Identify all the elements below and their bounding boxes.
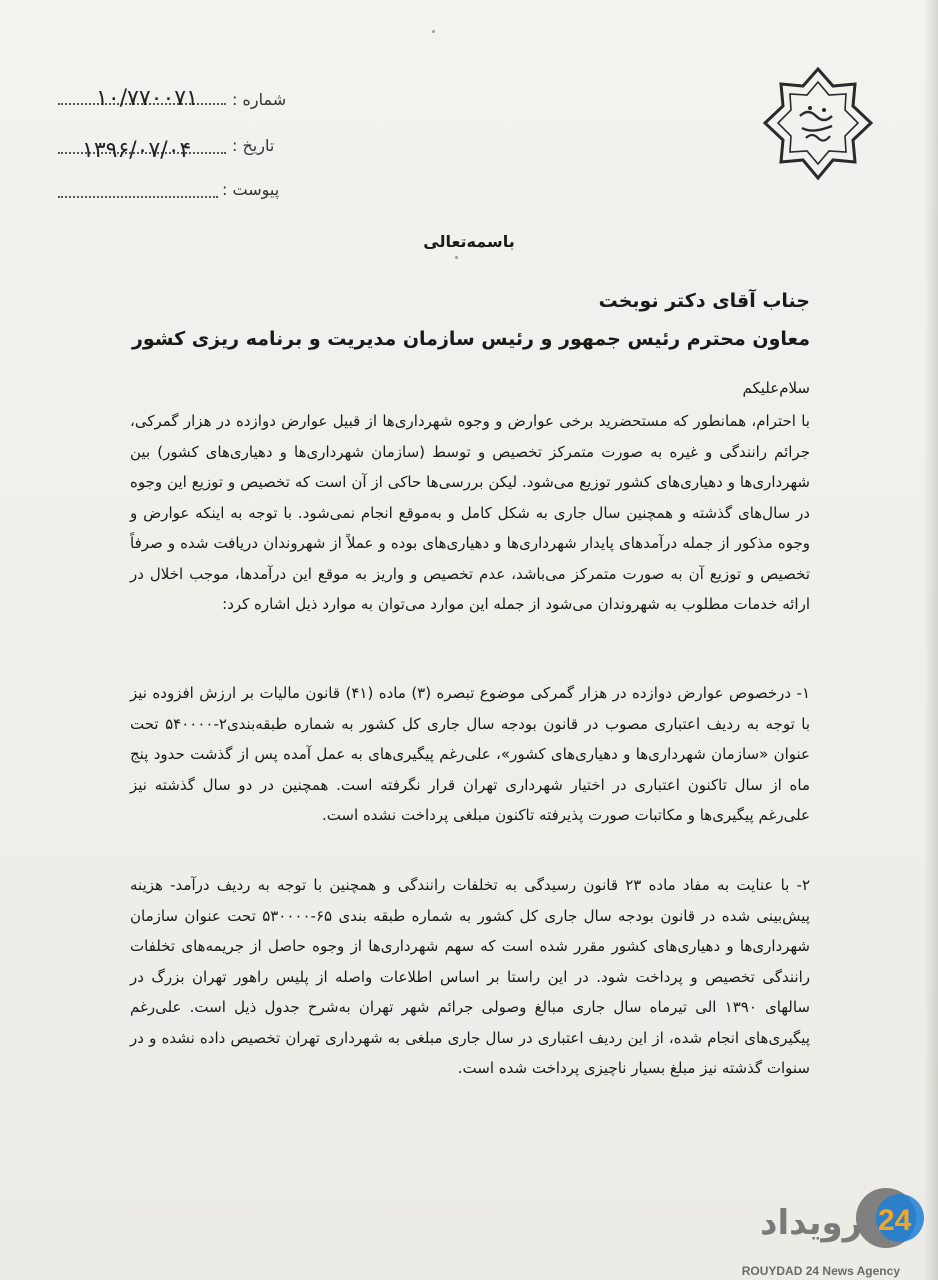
addressee-title: معاون محترم رئیس جمهور و رئیس سازمان مدیریت و برنامه ریزی کشور — [131, 328, 810, 350]
paragraph-text: ۱- درخصوص عوارض دوازده در هزار گمرکی موضوع تبصره (۳) ماده (۴۱) قانون مالیات بر ارزش افزوده نیز با توجه به ردیف اعتباری مصوب در قانون بودجه سال جاری کل کشور به شماره طبقه‌بندی۲-۵۴۰۰۰۰ تحت عنوان «سازمان شهرداری‌ها و دهیاری‌های کشور»، علی‌رغم پیگیری‌های به عمل آمده پس از گذشت حدود پنج ماه از سال تاکنون اعتباری در اختیار شهرداری تهران قرار نگرفته است. همچنین در دو سال گذشته نیز علی‌رغم پیگیری‌ها و مکاتبات صورت پذیرفته تاکنون مبلغی پرداخت نشده است. — [130, 684, 810, 824]
attachment-dotted-line — [58, 196, 218, 198]
date-label: تاریخ : — [232, 136, 275, 155]
svg-text:رویداد: رویداد — [760, 1203, 863, 1243]
paragraph-text: با احترام، همانطور که مستحضرید برخی عوارض و وجوه شهرداری‌ها از قبیل عوارض دوازده در هزار گمرکی، جرائم رانندگی و غیره به صورت متمرکز تخصیص و توسط (سازمان شهرداری‌ها و دهیاری‌های کشور) بین شهرداری‌ها و دهیاری‌های کشور توزیع می‌شود. لیکن بررسی‌ها حاکی از آن است که تخصیص و توزیع این وجوه در سال‌های گذشته و همچنین سال جاری به شکل کامل و به‌موقع انجام نمی‌شود. با توجه به اینکه عوارض و وجوه مذکور از جمله درآمدهای پایدار شهرداری‌ها و دهیاری‌های بوده و عملاً از شهروندان دریافت شده و صرفاً تخصیص و توزیع آن به صورت متمرکز می‌باشد، عدم تخصیص و واریز به موقع این درآمدها، موجب اخلال در ارائه خدمات مطلوب به شهروندان می‌شود از جمله این موارد می‌توان به موارد ذیل اشاره کرد: — [130, 412, 810, 613]
watermark-text: ROUYDAD 24 News Agency — [741, 1264, 900, 1278]
paragraph-item-2 — [130, 870, 810, 1084]
addressee-name: جناب آقای دکتر نوبخت — [598, 290, 810, 312]
number-label: شماره : — [232, 90, 287, 109]
letter-number: ۱۰/۷۷۰۰۷۱ — [96, 86, 198, 111]
tehran-municipality-logo — [758, 66, 878, 181]
paragraph-intro — [130, 406, 810, 620]
news-agency-watermark-logo — [690, 1178, 930, 1274]
page-shadow-edge — [924, 0, 938, 1280]
svg-text:24: 24 — [878, 1204, 912, 1237]
paragraph-item-1 — [130, 678, 810, 831]
invocation-heading: باسمه‌تعالی — [423, 232, 515, 251]
attachment-label: پیوست : — [222, 180, 280, 199]
greeting: سلام‌علیکم — [742, 379, 810, 397]
scan-dot — [432, 30, 435, 33]
paragraph-text: ۲- با عنایت به مفاد ماده ۲۳ قانون رسیدگی به تخلفات رانندگی و همچنین با توجه به ردیف درآمد- هزینه پیش‌بینی شده در قانون بودجه سال جاری کل کشور به شماره طبقه بندی ۶۵-۵۳۰۰۰۰ تحت عنوان سازمان شهرداری‌ها و دهیاری‌های کشور مقرر شده است که سهم شهرداری‌ها از وجوه حاصل از جریمه‌های تخلفات رانندگی تخصیص و پرداخت شود. در این راستا بر اساس اطلاعات واصله از پلیس راهور تهران بزرگ در سالهای ۱۳۹۰ الی تیرماه سال جاری مبالغ وصولی جرائم شهر تهران به‌شرح جدول ذیل است. علی‌رغم پیگیری‌های انجام شده، از این ردیف اعتباری در سال جاری مبلغی به شهرداری تهران تخصیص داده نشده و در سنوات گذشته نیز مبلغ بسیار ناچیزی پرداخت شده است. — [130, 876, 811, 1077]
letter-date: ۱۳۹۶/۰۷/۰۴ — [82, 138, 192, 163]
scan-dot — [455, 256, 458, 259]
